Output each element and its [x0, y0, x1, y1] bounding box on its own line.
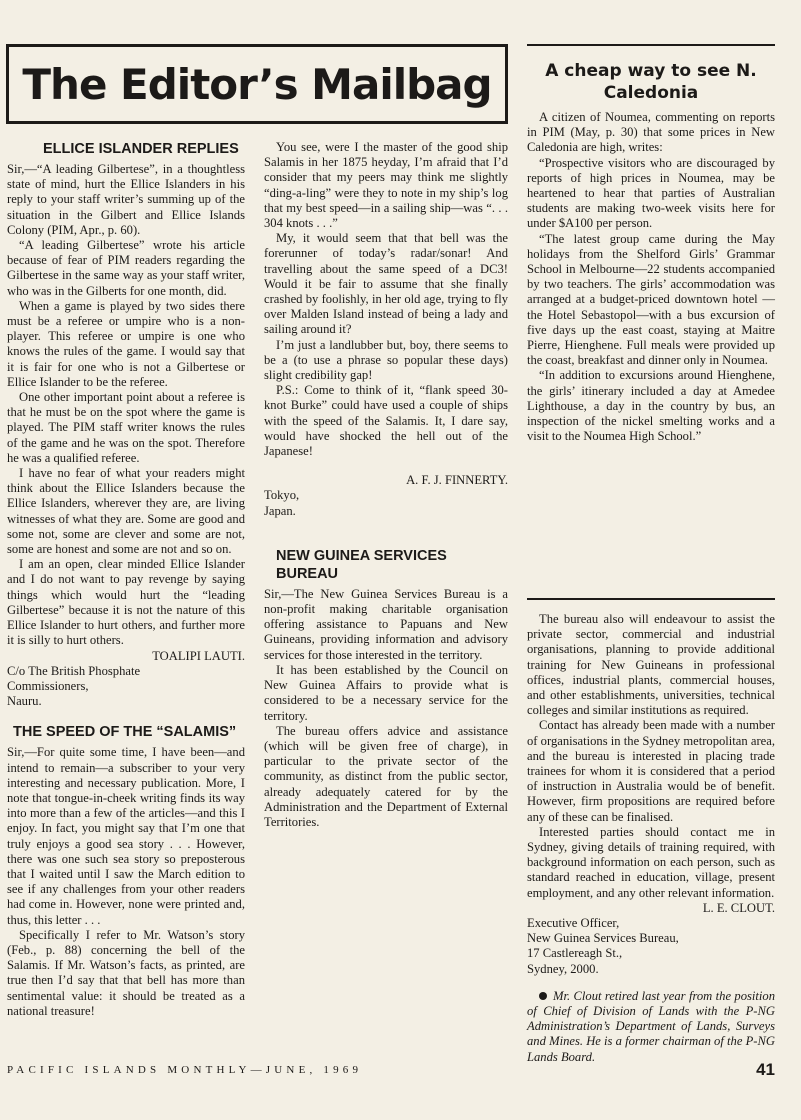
paragraph: “The latest group came during the May holidays from the Shelford Girls’ Grammar School in Melbourne—22 students accompanied by two teachers. The girls’ accommodation was arranged at a budget-priced downtown hotel — the Hotel Sebastopol—with a bus excursion of five days up the east coast, staying at Maitre Pierre, Hienghene. Full meals were provided up the coast, breakfast and dinner only in Noumea.	[527, 231, 775, 368]
address-line: Tokyo,	[264, 488, 300, 503]
divider	[527, 598, 775, 600]
address-line: Japan.	[264, 503, 296, 518]
divider	[527, 44, 775, 46]
address-line: New Guinea Services Bureau,	[527, 931, 679, 946]
signature: A. F. J. FINNERTY.	[406, 473, 508, 488]
article-heading: THE SPEED OF THE “SALAMIS”	[13, 724, 237, 741]
paragraph: Interested parties should contact me in Sydney, giving details of training required, with background information on each person, such as standard reached in education, village, present employment, and any other relevant information.	[527, 824, 775, 900]
bullet-icon	[539, 992, 547, 1000]
column-right-top	[527, 44, 775, 444]
paragraph: P.S.: Come to think of it, “flank speed 30-knot Burke” could have used a couple of ships with the speed of the Salamis. It, I dare say, would have shocked the hell out of the Japanese!	[264, 383, 508, 459]
masthead-title: The Editor’s Mailbag	[22, 59, 492, 109]
address-line: Sydney, 2000.	[527, 961, 599, 976]
paragraph: Contact has already been made with a number of organisations in the Sydney metropolitan area, and the bureau is interested in placing trade trainees for whom it is considered that a period of instruction in Australia would be of benefit. However, firm propositions are required before any of these can be finalised.	[527, 718, 775, 824]
paragraph: Sir,—“A leading Gilbertese”, in a thoughtless state of mind, hurt the Ellice Islanders in his reply to your staff writer’s summing up of the situation in the Gilbert and Ellice Islands Colony (PIM, Apr., p. 60).	[7, 162, 245, 237]
running-title: PACIFIC ISLANDS MONTHLY—JUNE, 1969	[7, 1064, 363, 1076]
paragraph: A citizen of Noumea, commenting on reports in PIM (May, p. 30) that some prices in New Caledonia are high, writes:	[527, 110, 775, 155]
page-number: 41	[756, 1060, 775, 1079]
article-heading: ELLICE ISLANDER REPLIES	[43, 141, 239, 157]
address-line: Nauru.	[7, 694, 42, 709]
address-line: 17 Castlereagh St.,	[527, 946, 623, 961]
paragraph: It has been established by the Council on New Guinea Affairs to provide what is considered to be a necessary service for the territory.	[264, 662, 508, 723]
article-heading: NEW GUINEA SERVICES BUREAU	[276, 547, 447, 582]
editor-note	[527, 989, 775, 1065]
address-line: C/o The British Phosphate	[7, 663, 141, 678]
paragraph: “A leading Gilbertese” wrote his article because of fear of PIM readers regarding the Gilbertese in the same way as your staff writer, who was in the Gilberts for one month, did.	[7, 238, 245, 298]
paragraph: The bureau also will endeavour to assist the private sector, commercial and industrial organisations, planning to provide additional training for New Guineans in professional offices, industrial plants, commercial houses, and other establishments, universities, technical colleges and similar institutions as required.	[527, 612, 775, 718]
paragraph: My, it would seem that that bell was the forerunner of today’s radar/sonar! And travelling about the same speed of a DC3! Would it be fair to assume that she finally crashed by foolishly, in her old age, trying to fly over Malden Island instead of being a lady and sailing around it?	[264, 231, 508, 337]
paragraph: When a game is played by two sides there must be a referee or umpire who is a non-player. This referee or umpire is one who knows the rules of the game. I would say that it is fair for one who is not a Gilbertese or Ellice Islander to be the referee.	[7, 298, 245, 389]
paragraph: One other important point about a referee is that he must be on the spot where the game is played. The PIM staff writer knows the rules of the game and he was on the spot. Therefore he was a qualified referee.	[7, 390, 245, 465]
paragraph: You see, were I the master of the good ship Salamis in her 1875 heyday, I’m afraid that I’d consider that my peers may think me slightly “ding-a-ling” were they to note in my ship’s log that my best speed—in a sailing ship—was “. . . 304 knots . . .”	[264, 140, 508, 231]
address-line: Commissioners,	[7, 678, 89, 693]
paragraph: “In addition to excursions around Hienghene, the girls’ itinerary included a day at Amedee Lighthouse, a day in the country by bus, an inspection of the nickel smelting works and a visit to the Noumea High School.”	[527, 368, 775, 444]
column-right-bottom	[527, 612, 775, 1065]
paragraph: I have no fear of what your readers might think about the Ellice Islanders because the Ellice Islanders, wherever they are, are living witnesses of what they are. Some are good and some not, some are clever and some are not, some are honest and some are not and so on.	[7, 466, 245, 557]
address-line: Executive Officer,	[527, 916, 620, 931]
page-footer	[7, 1062, 775, 1082]
paragraph: Specifically I refer to Mr. Watson’s story (Feb., p. 88) concerning the bell of the Salamis. If Mr. Watson’s facts, as printed, are true then I’d say that that bell has more than sentimental value: it should be treated as a national treasure!	[7, 927, 245, 1018]
masthead-box	[6, 44, 508, 124]
editor-note-text: Mr. Clout retired last year from the position of Chief of Division of Lands with the P-NG Administration’s Department of Lands, Surveys and Mines. He is a former chairman of the P-NG Lands Board.	[527, 988, 775, 1064]
paragraph: “Prospective visitors who are discouraged by reports of high prices in Noumea, may be heartened to hear that parties of Australian students are making two-week visits here for under $A100 per person.	[527, 155, 775, 231]
paragraph: The bureau offers advice and assistance (which will be given free of charge), in particular to the private sector of the community, as distinct from the public sector, already adequately catered for by the Administration and the Department of External Territories.	[264, 723, 508, 829]
paragraph: Sir,—For quite some time, I have been—and intend to remain—a subscriber to your very interesting and necessary publication. More, I note that tongue-in-cheek writing finds its way into more than a few of the articles—and this I enjoy. In fact, you might say that I’m one that truly enjoys a good sea story . . . However, there was one such sea story so preposterous that I waited until I saw the March edition to see if any challenges from your other readers had come in. However, none were printed and, thus, this letter . . .	[7, 745, 245, 927]
paragraph: I am an open, clear minded Ellice Islander and I do not want to pay revenge by saying things which would hurt the “leading Gilbertese” because it is not the nature of this Ellice Islander to hurt others, and further more it is silly to hurt others.	[7, 557, 245, 648]
signature: L. E. CLOUT.	[702, 900, 775, 915]
signature: TOALIPI LAUTI.	[152, 648, 245, 663]
paragraph: Sir,—The New Guinea Services Bureau is a non-profit making charitable organisation offering assistance to Papuans and New Guineans, providing information and advisory services for those interested in the territory.	[264, 586, 508, 662]
column-left	[7, 140, 245, 1019]
column-middle	[264, 140, 508, 830]
paragraph: I’m just a landlubber but, boy, there seems to be a (to use a phrase so popular these days) slight credibility gap!	[264, 337, 508, 383]
article-heading: A cheap way to see N. Caledonia	[545, 61, 757, 103]
